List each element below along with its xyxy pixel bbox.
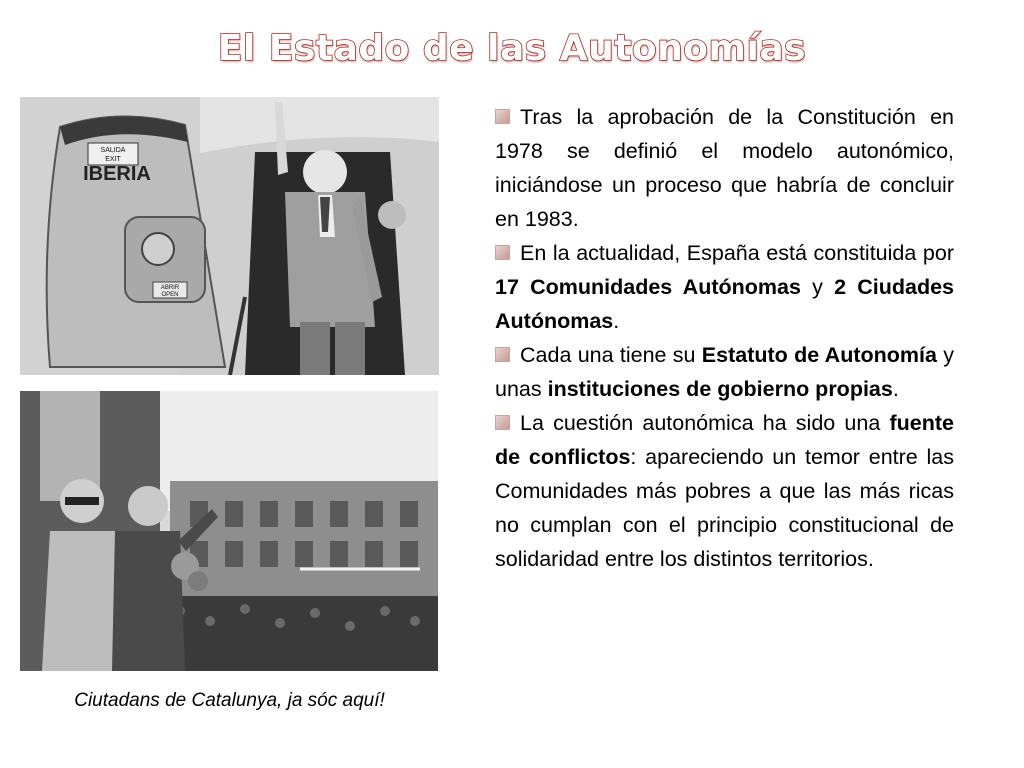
exit-sign-line1: SALIDA [100, 147, 126, 154]
square-bullet-icon [495, 109, 510, 124]
bullet-text: En la actualidad, España está constituida por [520, 241, 954, 265]
bullet-text: : apareciendo un temor entre las Comunidades más pobres a que las más ricas no cumplan con el principio constitucional de solidaridad entre los distintos territorios. [495, 445, 955, 571]
balcony-crowd-photo [20, 391, 438, 671]
bullet-text: La cuestión autonómica ha sido una [520, 411, 890, 435]
bullet-item [495, 236, 954, 338]
square-bullet-icon [495, 415, 510, 430]
exit-sign-line2: EXIT [105, 156, 121, 163]
bullet-text: Cada una tiene su [520, 343, 702, 367]
bullet-text: y unas [495, 343, 954, 401]
bullet-item [495, 338, 954, 406]
photo-caption: Ciutadans de Catalunya, ja sóc aquí! [74, 690, 385, 711]
bullet-bold-text: instituciones de gobierno propias [547, 377, 893, 401]
bullet-item [495, 406, 954, 576]
bullet-item [495, 100, 954, 236]
bullet-text: Tras la aprobación de la Constitución en 1978 se definió el modelo autonómico, iniciándose un proceso que habría de concluir en 1983. [495, 105, 954, 231]
airplane-arrival-photo [20, 97, 439, 375]
door-sign-line1: ABRIR [160, 285, 180, 291]
bullet-bold-text: 17 Comunidades Autónomas [495, 275, 801, 299]
square-bullet-icon [495, 347, 510, 362]
bullet-bold-text: 2 Ciudades Autónomas [495, 275, 955, 333]
bullet-bold-text: Estatuto de Autonomía [701, 343, 937, 367]
slide-title: El Estado de las Autonomías [217, 28, 807, 69]
bullet-list [495, 100, 954, 576]
bullet-bold-text: fuente de conflictos [495, 411, 954, 469]
door-sign-line2: OPEN [161, 292, 179, 298]
bullet-text: . [892, 377, 899, 401]
bullet-text: y [800, 275, 835, 299]
iberia-logo-text: IBERIA [83, 163, 151, 185]
bullet-text: . [613, 309, 620, 333]
square-bullet-icon [495, 245, 510, 260]
